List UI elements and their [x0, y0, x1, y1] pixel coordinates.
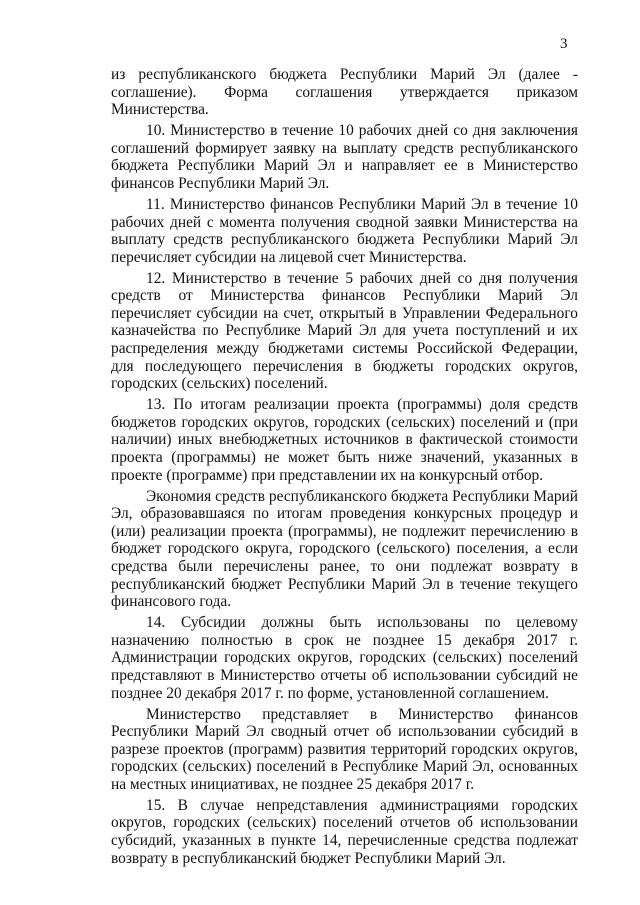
paragraph-item-12: 12. Министерство в течение 5 рабочих дней со дня получения средств от Министерства финансов Республики Марий Эл перечисляет субсидии на счет, открытый в Управлении Федерального казначейства по Республике Марий Эл для учета поступлений и их распределения между бюджетами системы Российской Федерации, для последующего перечисления в бюджеты городских округов, городских (сельских) поселений. — [111, 269, 578, 393]
paragraph-savings: Экономия средств республиканского бюджета Республики Марий Эл, образовавшаяся по итогам проведения конкурсных процедур и (или) реализации проекта (программы), не подлежит перечислению в бюджет городского округа, городского (сельского) поселения, а если средства были перечислены ранее, то они подлежат возврату в республиканский бюджет Республики Марий Эл в течение текущего финансового года. — [111, 487, 578, 611]
paragraph-item-15: 15. В случае непредставления администрациями городских округов, городских (сельских) поселений отчетов об использовании субсидий, указанных в пункте 14, перечисленные средства подлежат возврату в республиканский бюджет Республики Марий Эл. — [111, 796, 578, 867]
paragraph-item-14: 14. Субсидии должны быть использованы по целевому назначению полностью в срок не позднее 15 декабря 2017 г. Администрации городских округов, городских (сельских) поселений представляют в Министерство отчеты об использовании субсидий не позднее 20 декабря 2017 г. по форме, установленной соглашением. — [111, 614, 578, 702]
paragraph-item-10: 10. Министерство в течение 10 рабочих дней со дня заключения соглашений формирует заявку на выплату средств республиканского бюджета Республики Марий Эл и направляет ее в Министерство финансов Республики Марий Эл. — [111, 122, 578, 192]
paragraph-item-11: 11. Министерство финансов Республики Марий Эл в течение 10 рабочих дней с момента получения сводной заявки Министерства на выплату средств республиканского бюджета Республики Марий Эл перечисляет субсидии на лицевой счет Министерства. — [111, 195, 578, 266]
paragraph-item-13: 13. По итогам реализации проекта (программы) доля средств бюджетов городских округов, городских (сельских) поселений и (при наличии) иных внебюджетных источников в фактической стоимости проекта (программы) не может быть ниже значений, указанных в проекте (программе) при представлении их на конкурсный отбор. — [111, 396, 578, 484]
paragraph-summary-report: Министерство представляет в Министерство финансов Республики Марий Эл сводный отчет об использовании субсидий в разрезе проектов (программ) развития территорий городских округов, городских (сельских) поселений в Республике Марий Эл, основанных на местных инициативах, не позднее 25 декабря 2017 г. — [111, 705, 578, 793]
document-body — [111, 66, 578, 871]
paragraph-continuation: из республиканского бюджета Республики Марий Эл (далее - соглашение). Форма соглашения утверждается приказом Министерства. — [111, 66, 578, 119]
page-number: 3 — [560, 36, 568, 52]
